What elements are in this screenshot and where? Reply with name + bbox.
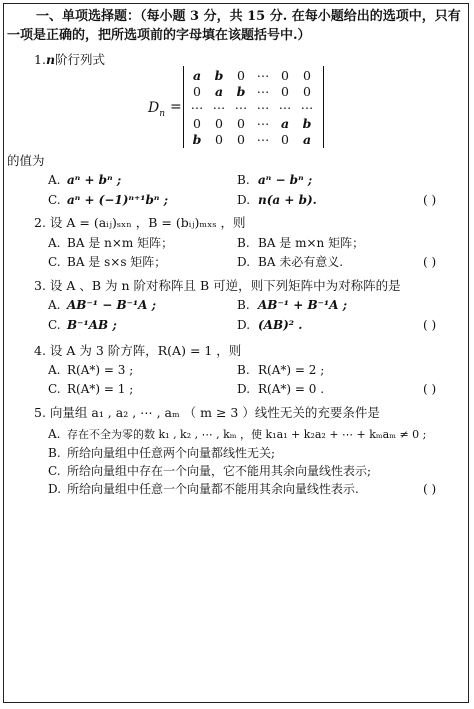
q5-option-c: 所给向量组中存在一个向量，它不能用其余向量线性表示; — [67, 464, 372, 478]
det-cell: ⋯ — [256, 116, 270, 131]
det-cell: b — [214, 68, 224, 83]
det-cell: 0 — [281, 68, 289, 83]
det-equals: = — [170, 99, 182, 115]
det-cell: a — [302, 132, 312, 147]
q3-option-a-label: A. — [48, 298, 61, 312]
det-cell: 0 — [281, 132, 289, 147]
q1-option-b-label: B. — [237, 173, 250, 187]
det-cell: b — [192, 132, 202, 147]
q1-answer-paren: ( ) — [423, 193, 437, 207]
q3-option-b: AB⁻¹ + B⁻¹A ; — [258, 298, 348, 312]
q4-option-a-label: A. — [48, 363, 61, 377]
q5-option-a: 存在不全为零的数 k₁ , k₂ , ⋯ , kₘ ，使 k₁a₁ + k₂a₂ + ⋯ + kₘaₘ ≠ 0 ; — [67, 428, 427, 441]
det-cell: a — [280, 116, 290, 131]
q3-option-c: B⁻¹AB ; — [67, 318, 117, 332]
q1-var: n — [45, 52, 56, 67]
q2-option-b: BA 是 m×n 矩阵； — [258, 236, 365, 250]
section-heading-line1: 一、单项选择题：（每小题 3 分，共 15 分. 在每小题给出的选项中，只有 — [36, 9, 461, 24]
q1-stem — [34, 52, 105, 67]
q1-number: 1. — [34, 52, 46, 67]
q3-option-c-label: C. — [48, 318, 61, 332]
q1-option-d-label: D. — [237, 193, 251, 207]
q4-option-d-label: D. — [237, 382, 251, 396]
section-heading-line2: 一项是正确的，把所选项前的字母填在该题括号中.） — [7, 28, 311, 43]
det-cell: 0 — [237, 132, 245, 147]
q1-option-c-label: C. — [48, 193, 61, 207]
det-cell: a — [192, 68, 202, 83]
det-cell: ⋯ — [234, 100, 248, 115]
q1-option-d: n(a + b). — [258, 193, 317, 207]
q4-option-b-label: B. — [237, 363, 250, 377]
det-left-bar — [183, 66, 184, 148]
q2-option-c-label: C. — [48, 255, 61, 269]
q5-option-a-label: A. — [48, 427, 61, 441]
q2-option-d-label: D. — [237, 255, 251, 269]
det-cell: 0 — [237, 68, 245, 83]
det-cell: a — [214, 84, 224, 99]
q2-option-a: BA 是 n×m 矩阵； — [67, 236, 174, 250]
q3-option-d: (AB)² . — [258, 318, 303, 332]
q3-option-b-label: B. — [237, 298, 250, 312]
q2-stem: 2. 设 A = (aᵢⱼ)ₛₓₙ ，B = (bᵢⱼ)ₘₓₛ ，则 — [34, 215, 246, 230]
q1-option-c: aⁿ + (−1)ⁿ⁺¹bⁿ ; — [67, 193, 169, 207]
q5-option-d-label: D. — [48, 482, 62, 496]
det-cell: b — [302, 116, 312, 131]
q5-answer-paren: ( ) — [423, 482, 437, 496]
det-cell: ⋯ — [256, 84, 270, 99]
det-cell: 0 — [215, 116, 223, 131]
det-cell: ⋯ — [256, 100, 270, 115]
q3-stem: 3. 设 A 、B 为 n 阶对称阵且 B 可逆，则下列矩阵中为对称阵的是 — [34, 278, 401, 293]
q5-stem: 5. 向量组 a₁ , a₂ , ⋯ , aₘ （ m ≥ 3 ）线性无关的充要条件是 — [34, 405, 380, 420]
det-cell: 0 — [193, 84, 201, 99]
q5-option-b-label: B. — [48, 446, 61, 460]
q2-option-b-label: B. — [237, 236, 250, 250]
q3-answer-paren: ( ) — [423, 318, 437, 332]
q1-text: 阶行列式 — [55, 52, 106, 67]
det-cell: ⋯ — [300, 100, 314, 115]
q5-option-b: 所给向量组中任意两个向量都线性无关; — [67, 446, 276, 460]
q4-answer-paren: ( ) — [423, 382, 437, 396]
q3-option-d-label: D. — [237, 318, 251, 332]
q2-option-a-label: A. — [48, 236, 61, 250]
q4-option-c-label: C. — [48, 382, 61, 396]
q4-option-d: R(A*) = 0 . — [258, 382, 325, 396]
q1-suffix: 的值为 — [7, 153, 45, 168]
det-cell: 0 — [303, 68, 311, 83]
det-cell: 0 — [281, 84, 289, 99]
q5-option-c-label: C. — [48, 464, 61, 478]
q4-option-a: R(A*) = 3 ; — [67, 363, 134, 377]
q1-option-a: aⁿ + bⁿ ; — [67, 173, 122, 187]
q4-option-b: R(A*) = 2 ; — [258, 363, 325, 377]
det-cell: 0 — [215, 132, 223, 147]
det-symbol: $D_n$ — [148, 100, 166, 119]
q3-option-a: AB⁻¹ − B⁻¹A ; — [67, 298, 157, 312]
det-cell: 0 — [193, 116, 201, 131]
det-cell: ⋯ — [278, 100, 292, 115]
q5-option-d: 所给向量组中任意一个向量都不能用其余向量线性表示. — [67, 482, 359, 496]
q4-stem: 4. 设 A 为 3 阶方阵，R(A) = 1 ，则 — [34, 343, 242, 358]
det-cell: ⋯ — [256, 68, 270, 83]
det-cell: ⋯ — [190, 100, 204, 115]
det-cell: ⋯ — [256, 132, 270, 147]
q4-option-c: R(A*) = 1 ; — [67, 382, 134, 396]
det-cell: 0 — [237, 116, 245, 131]
q1-option-a-label: A. — [48, 173, 61, 187]
det-cell: b — [236, 84, 246, 99]
q2-option-d: BA 未必有意义. — [258, 255, 344, 269]
det-right-bar — [323, 66, 324, 148]
q1-option-b: aⁿ − bⁿ ; — [258, 173, 313, 187]
det-cell: ⋯ — [212, 100, 226, 115]
q2-option-c: BA 是 s×s 矩阵； — [67, 255, 167, 269]
det-cell: 0 — [303, 84, 311, 99]
q2-answer-paren: ( ) — [423, 255, 437, 269]
